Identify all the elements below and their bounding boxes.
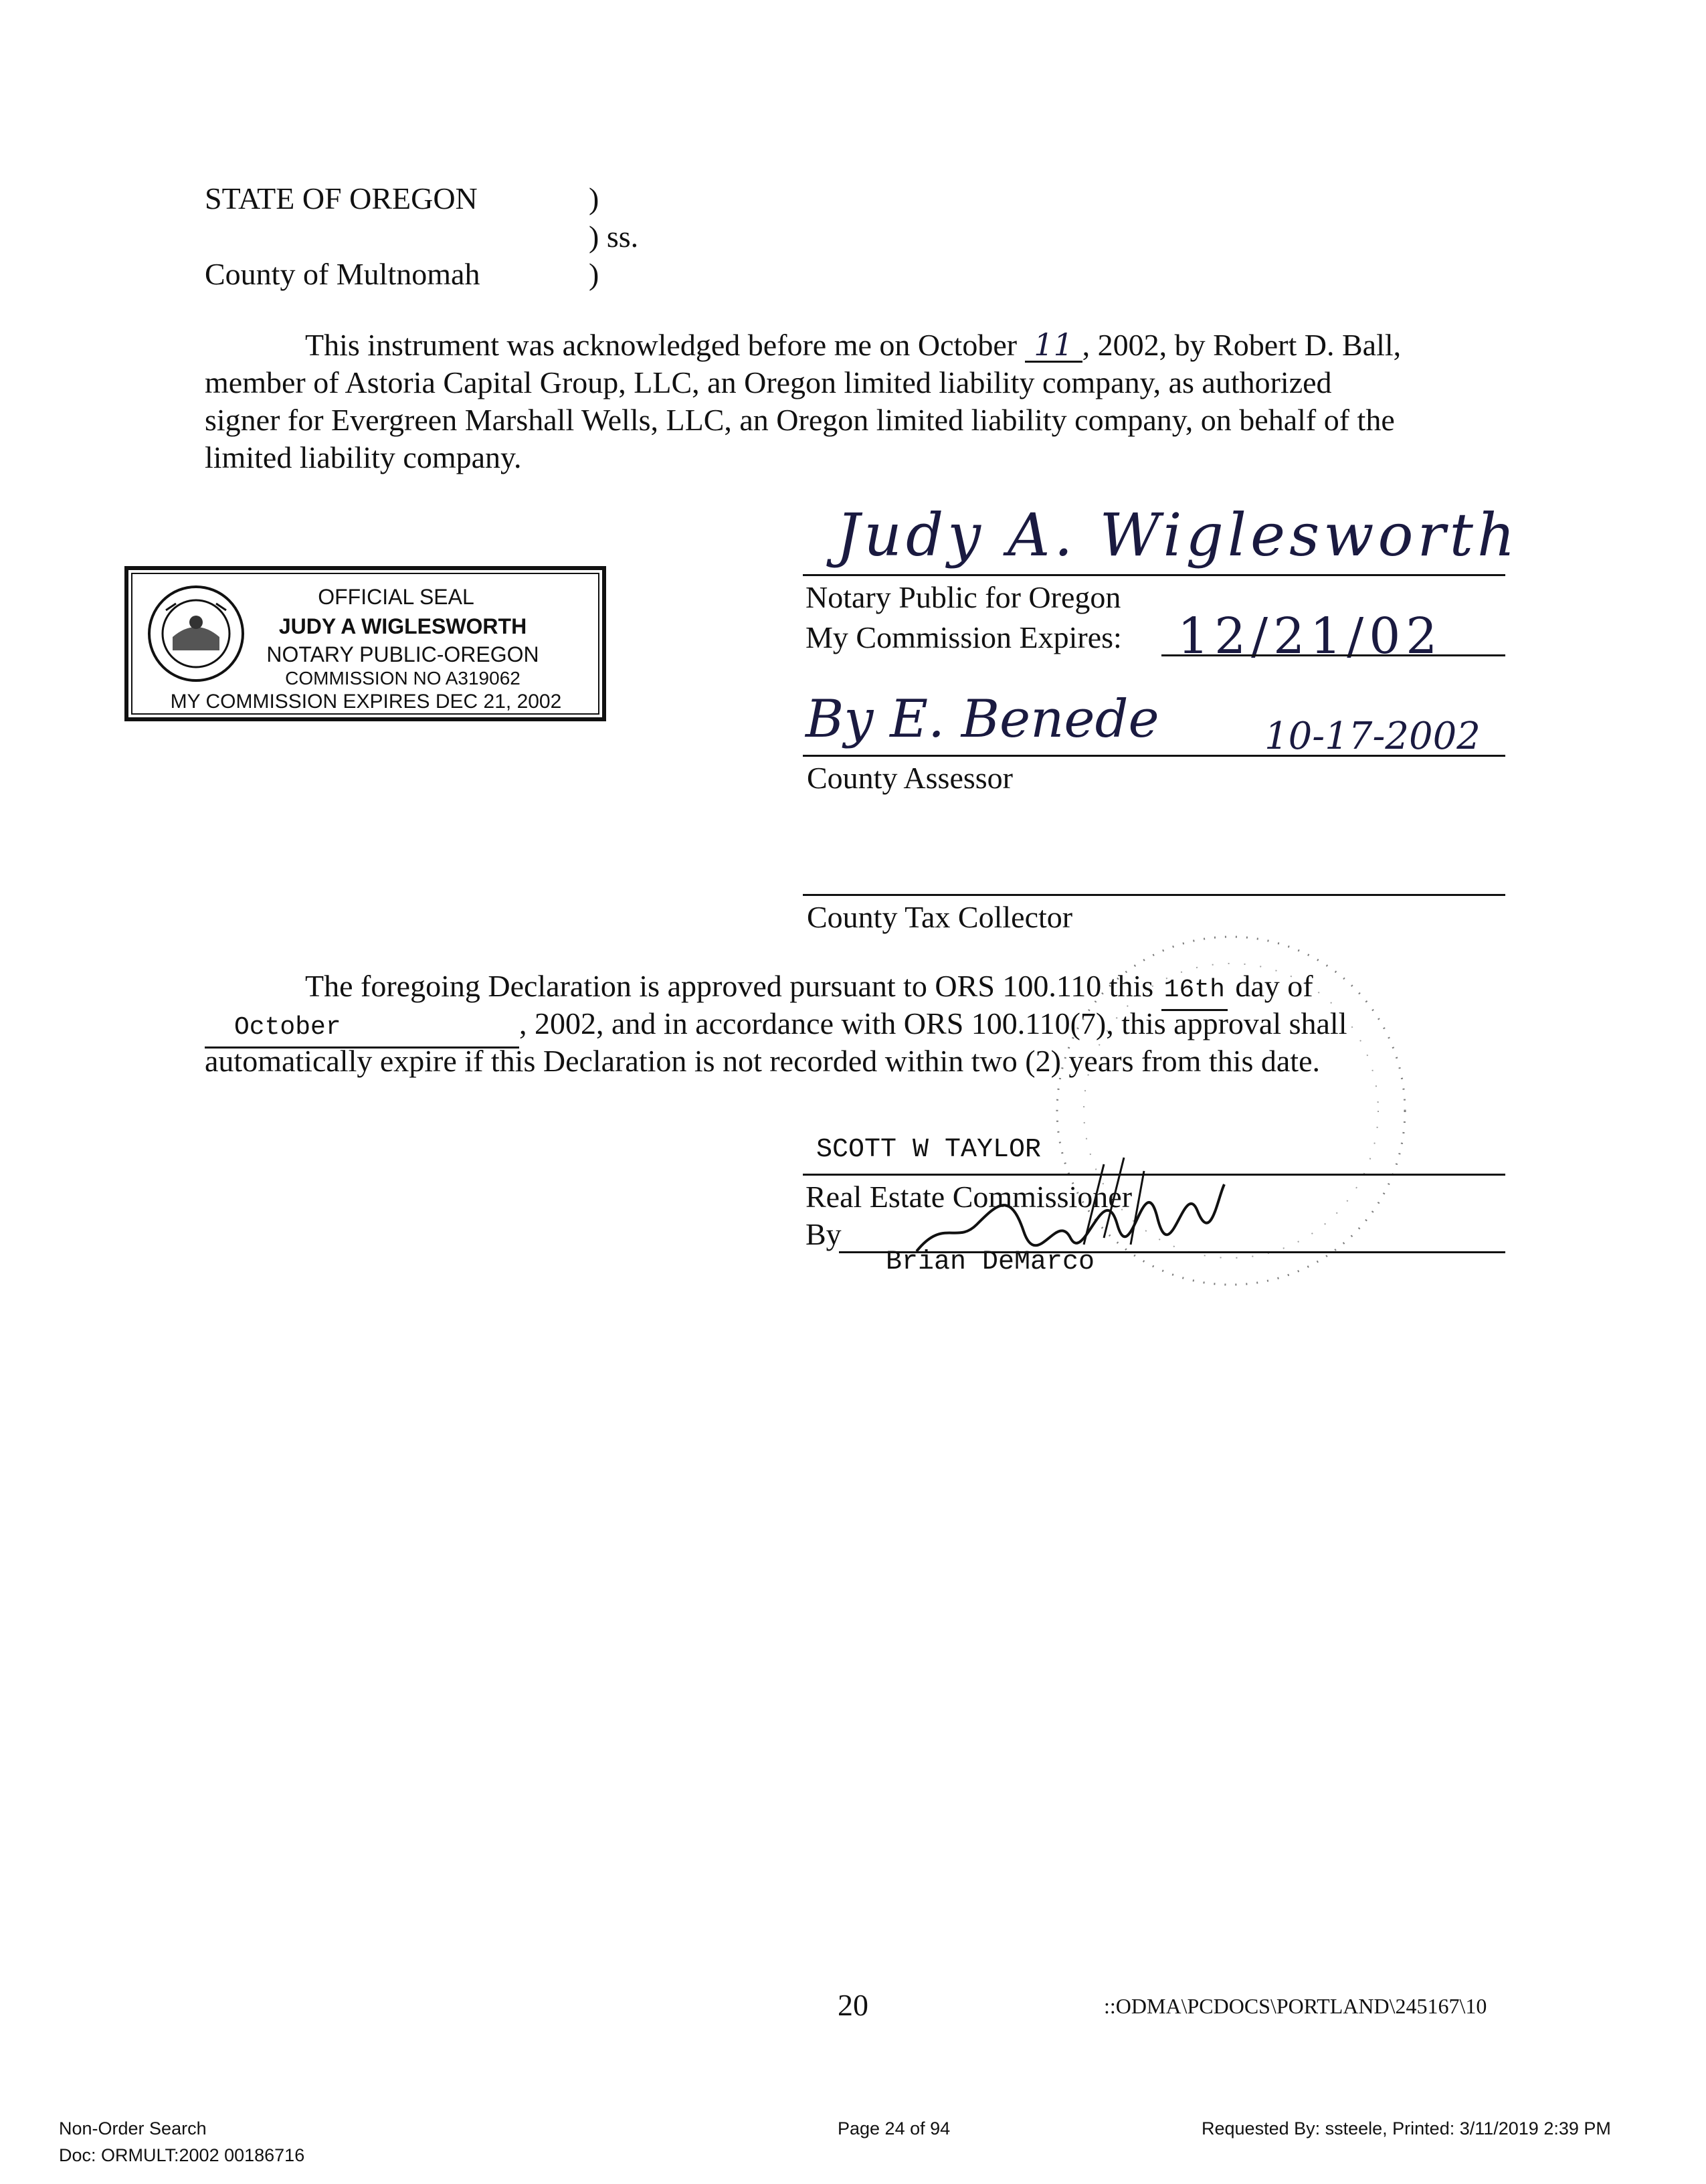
assessor-signature: By E. Benede (805, 689, 1159, 749)
venue-ss: ) ss. (589, 219, 639, 254)
county-tax-collector-label: County Tax Collector (807, 900, 1073, 934)
commissioner-title: Real Estate Commissioner (805, 1180, 1133, 1214)
commission-date-line (1161, 654, 1505, 656)
by-label: By (805, 1217, 842, 1251)
footer-requested-by: Requested By: ssteele, Printed: 3/11/2019 2:39 PM (1202, 2118, 1611, 2138)
state-seal-icon (146, 583, 246, 684)
approval-day-typed: 16th (1161, 972, 1228, 1011)
ack-line-3: signer for Evergreen Marshall Wells, LLC, an Oregon limited liability company, on behalf of the (205, 403, 1395, 437)
seal-line-notary: NOTARY PUBLIC-OREGON (266, 642, 539, 666)
seal-line-expires: MY COMMISSION EXPIRES DEC 21, 2002 (170, 691, 562, 713)
seal-line-name: JUDY A WIGLESWORTH (278, 614, 527, 638)
state-label: STATE OF OREGON (205, 181, 478, 215)
commission-expires-label: My Commission Expires: (805, 620, 1122, 654)
commissioner-name-typed: SCOTT W TAYLOR (816, 1135, 1042, 1165)
venue-paren-top: ) (589, 181, 599, 215)
tax-collector-signature-line (803, 894, 1505, 896)
by-name-typed: Brian DeMarco (886, 1247, 1095, 1277)
document-path: ::ODMA\PCDOCS\PORTLAND\245167\10 (1104, 1994, 1487, 2018)
footer-search-type: Non-Order Search (59, 2118, 207, 2138)
notary-signature: Judy A. Wiglesworth (836, 500, 1519, 569)
seal-line-official: OFFICIAL SEAL (318, 585, 474, 609)
approval-line-3: automatically expire if this Declaration is not recorded within two (2) years from this date. (205, 1044, 1320, 1078)
approval-month-typed: October (205, 1009, 519, 1049)
ack-day-handwritten: 11 (1025, 329, 1082, 363)
notary-title: Notary Public for Oregon (805, 580, 1121, 614)
venue-paren-bottom: ) (589, 257, 599, 291)
approval-line-1: The foregoing Declaration is approved pursuant to ORS 100.110 this 16th day of (305, 968, 1313, 1011)
county-assessor-label: County Assessor (807, 761, 1013, 795)
seal-line-commission: COMMISSION NO A319062 (285, 668, 520, 689)
assessor-date-handwritten: 10-17-2002 (1264, 715, 1481, 758)
footer-page-count: Page 24 of 94 (838, 2118, 951, 2138)
ack-line-2: member of Astoria Capital Group, LLC, an Oregon limited liability company, as authorized (205, 365, 1332, 399)
commission-date-handwritten: 12/21/02 (1177, 608, 1443, 665)
page-number: 20 (838, 1988, 868, 2022)
approval-line-2: October , 2002, and in accordance with ORS 100.110(7), this approval shall (205, 1005, 1347, 1049)
ack-line-1: This instrument was acknowledged before me on October 11 , 2002, by Robert D. Ball, (305, 327, 1402, 363)
ack-line-4: limited liability company. (205, 440, 522, 474)
footer-doc-id: Doc: ORMULT:2002 00186716 (59, 2145, 305, 2165)
official-seal-stamp (124, 566, 606, 721)
county-label: County of Multnomah (205, 257, 480, 291)
notary-signature-line (803, 574, 1505, 576)
assessor-signature-line (803, 755, 1505, 757)
